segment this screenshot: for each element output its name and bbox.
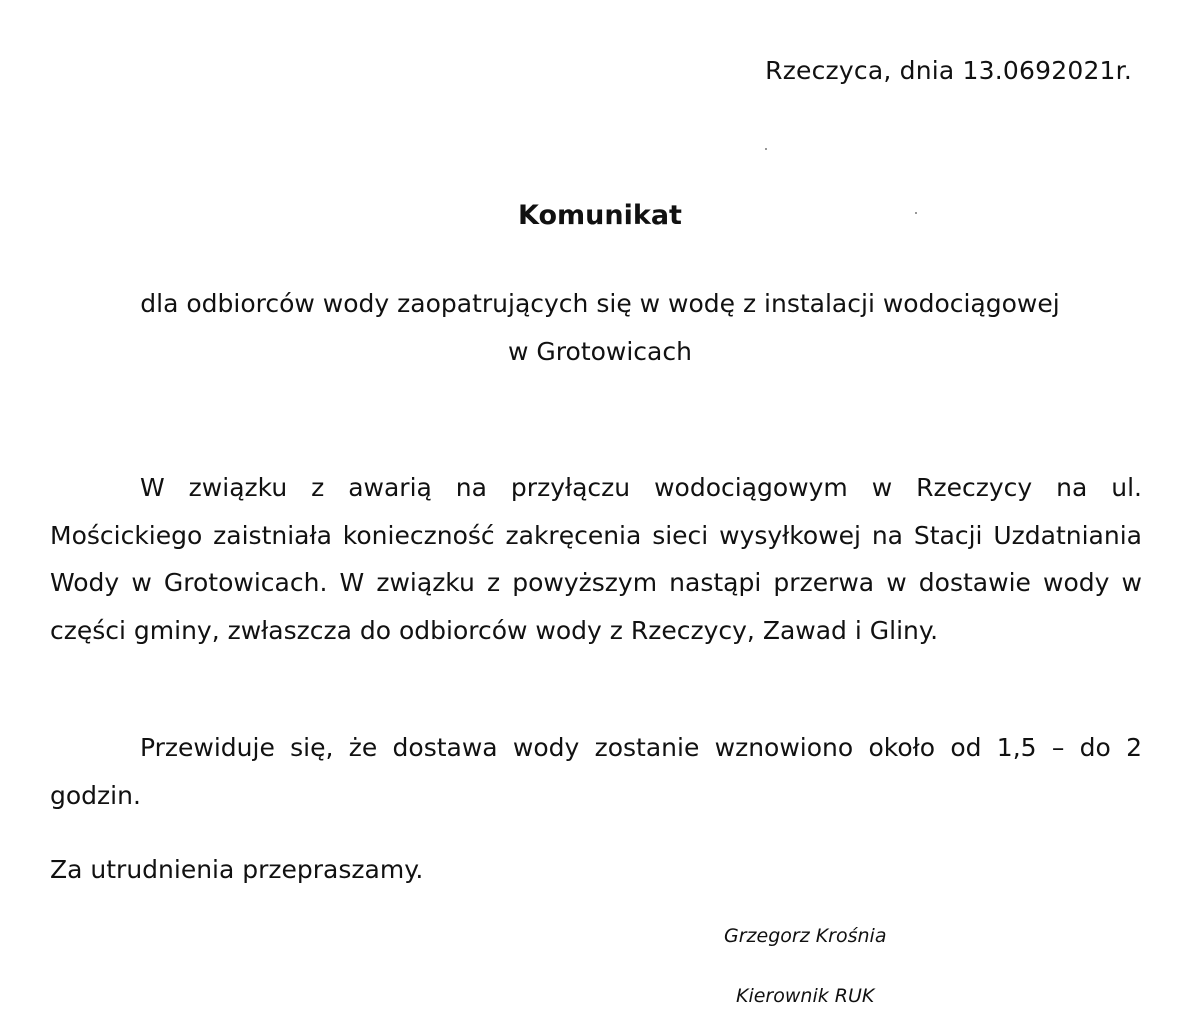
subtitle-line-1: dla odbiorców wody zaopatrujących się w wodę z instalacji wodociągowej	[140, 289, 1060, 318]
signature-name: Grzegorz Krośnia	[724, 925, 887, 947]
body-paragraph-1: W związku z awarią na przyłączu wodociągowym w Rzeczycy na ul. Mościckiego zaistniała konieczność zakręcenia sieci wysyłkowej na Stacji Uzdatniania Wody w Grotowicach. W związku z powyższym nastąpi przerwa w dostawie wody w części gminy, zwłaszcza do odbiorców wody z Rzeczycy, Zawad i Gliny.	[50, 473, 1142, 645]
document-title: Komunikat	[518, 200, 682, 231]
scan-speck	[765, 148, 767, 150]
signature-role: Kierownik RUK	[736, 985, 875, 1007]
document-subtitle	[0, 280, 1200, 376]
date-line: Rzeczyca, dnia 13.0692021r.	[765, 56, 1132, 85]
closing-line: Za utrudnienia przepraszamy.	[50, 855, 424, 884]
body-paragraph-2: Przewiduje się, że dostawa wody zostanie wznowiono około od 1,5 – do 2 godzin.	[50, 733, 1142, 810]
subtitle-line-2: w Grotowicach	[508, 337, 692, 366]
